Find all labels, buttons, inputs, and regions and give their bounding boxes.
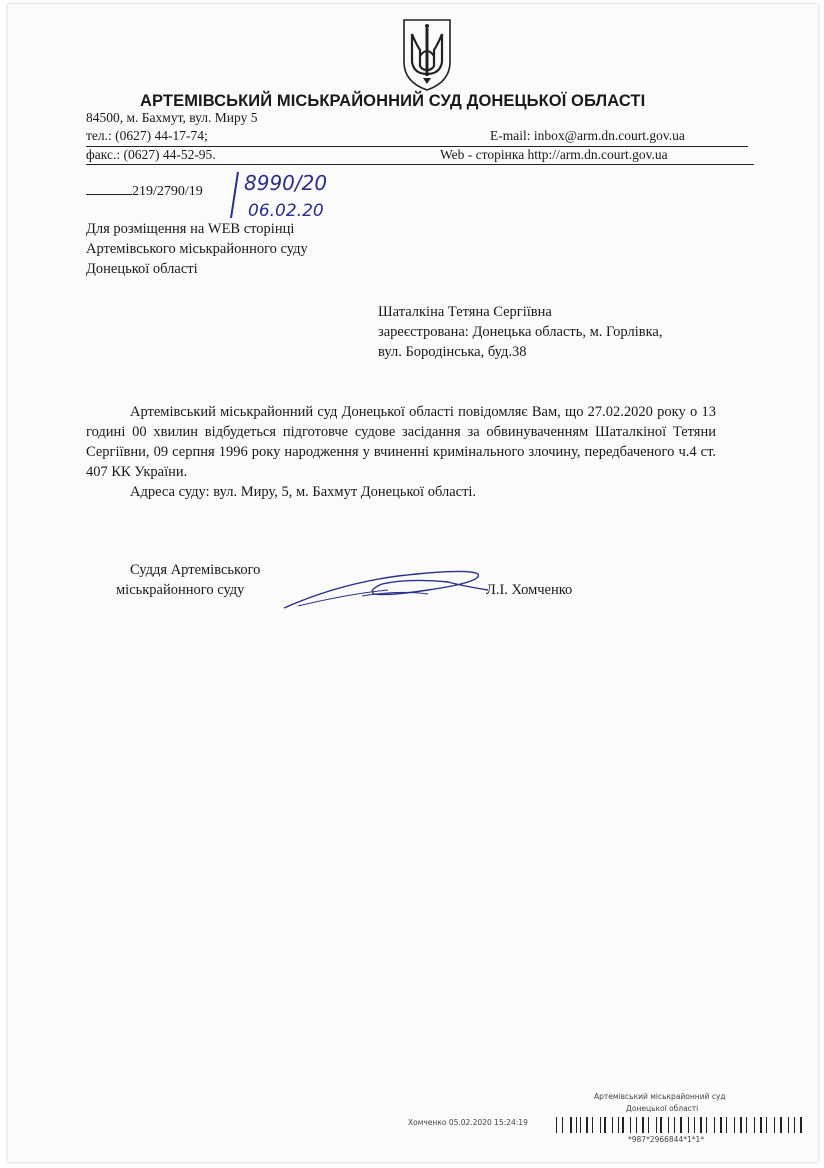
judge-name: Л.І. Хомченко [486, 582, 573, 598]
edoc-court-line2: Донецької області [626, 1104, 699, 1113]
handwritten-signature [278, 564, 498, 614]
coat-of-arms-emblem [400, 16, 454, 92]
court-address-paragraph: Адреса суду: вул. Миру, 5, м. Бахмут Донецької області. [130, 484, 477, 500]
registration-line [86, 184, 203, 200]
registration-blank [86, 184, 132, 195]
header-divider [86, 164, 754, 165]
handwritten-incoming-number: 8990/20 [244, 171, 328, 195]
court-fax: факс.: (0627) 44-52-95. [86, 147, 216, 162]
handwritten-slash [228, 170, 242, 220]
recipient-note [86, 219, 308, 279]
court-name-heading: АРТЕМІВСЬКИЙ МІСЬКРАЙОННИЙ СУД ДОНЕЦЬКОЇ ОБЛАСТІ [140, 92, 646, 110]
document-page [8, 4, 818, 1162]
edoc-signer: Хомченко 05.02.2020 15:24:19 [408, 1118, 528, 1127]
addressee-block [378, 302, 662, 362]
court-phone: тел.: (0627) 44-17-74; [86, 128, 208, 143]
recipient-note-line2: Артемівського міськрайонного суду [86, 241, 308, 257]
notice-paragraph: Артемівський міськрайонний суд Донецької області повідомляє Вам, що 27.02.2020 року о 13 годині 00 хвилин відбудеться підготовче судове засідання за обвинуваченням Шаталкіної Тетяни Сергіївни, 09 серпня 1996 року народження у вчиненні кримінального злочину, передбаченого ч.4 ст. 407 КК України. [86, 404, 716, 480]
judge-title-line1: Суддя Артемівського [130, 562, 261, 578]
addressee-street: вул. Бородінська, буд.38 [378, 344, 527, 360]
handwritten-incoming-date: 06.02.20 [248, 201, 324, 221]
edoc-code: *987*2966844*1*1* [628, 1135, 705, 1144]
addressee-name: Шаталкіна Тетяна Сергіївна [378, 304, 552, 320]
court-address: 84500, м. Бахмут, вул. Миру 5 [86, 110, 258, 125]
addressee-registration: зареєстрована: Донецька область, м. Горлівка, [378, 324, 663, 340]
recipient-note-line3: Донецької області [86, 261, 198, 277]
judge-title-line2: міськрайонного суду [116, 582, 245, 598]
recipient-note-line1: Для розміщення на WEB сторінці [86, 221, 295, 237]
edoc-court-line1: Артемівський міськрайонний суд [594, 1092, 726, 1101]
edoc-barcode [556, 1117, 806, 1133]
case-number: 219/2790/19 [132, 184, 203, 199]
court-website: Web - сторінка http://arm.dn.court.gov.ua [440, 147, 668, 162]
court-email: E-mail: inbox@arm.dn.court.gov.ua [490, 128, 685, 143]
